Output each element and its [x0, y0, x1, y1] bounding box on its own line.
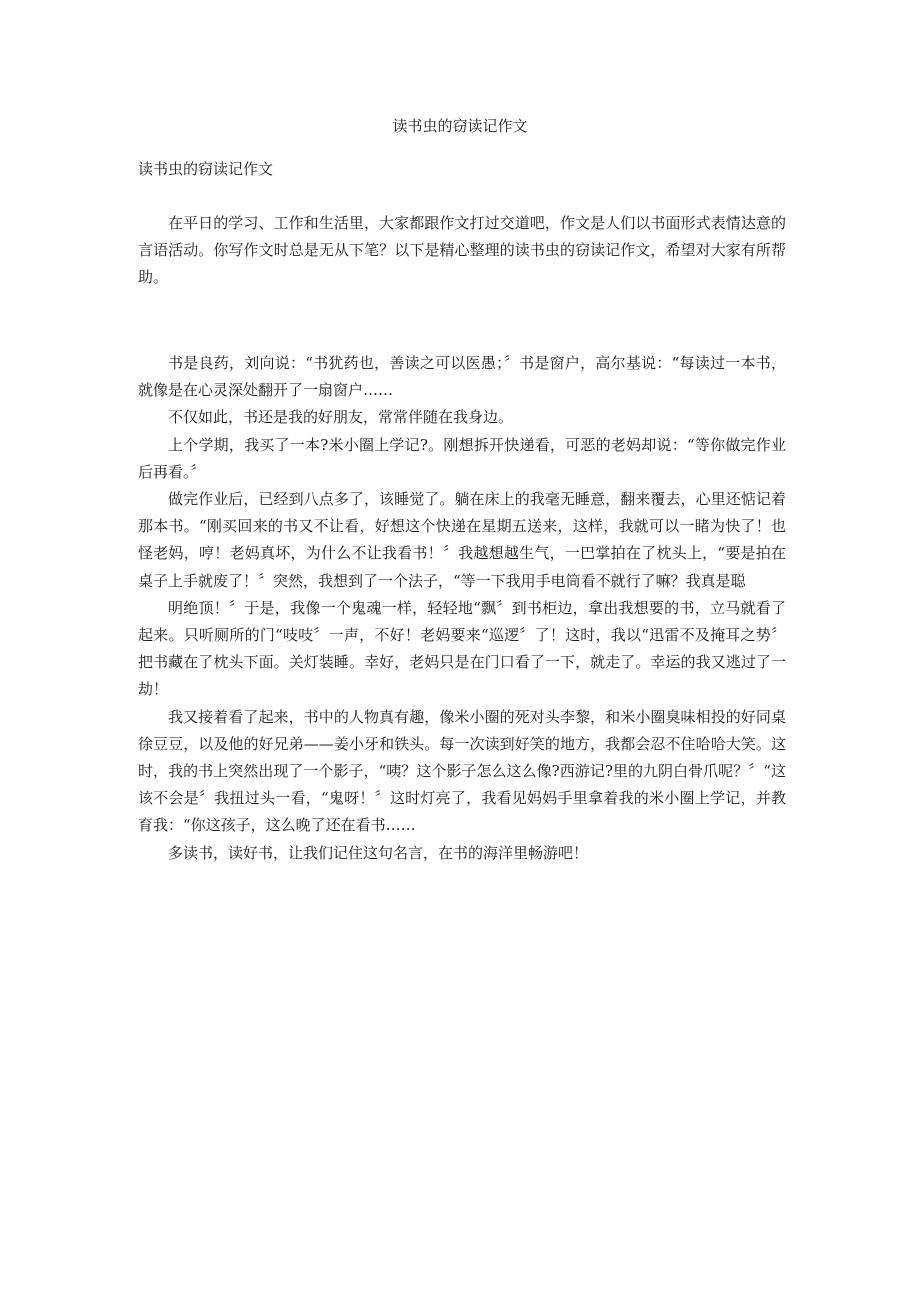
intro-paragraph: 在平日的学习、工作和生活里，大家都跟作文打过交道吧，作文是人们以书面形式表情达意的言语活动。你写作文时总是无从下笔？以下是精心整理的读书虫的窃读记作文，希望对大家有所帮助。	[138, 214, 786, 286]
body-paragraph: 上个学期，我买了一本?米小圈上学记?。刚想拆开快递看，可恶的老妈却说：“等你做完作业后再看。〞	[138, 435, 786, 481]
article-body	[138, 350, 786, 867]
body-paragraph: 我又接着看了起来，书中的人物真有趣，像米小圈的死对头李黎，和米小圈臭味相投的好同桌徐豆豆，以及他的好兄弟——姜小牙和铁头。每一次读到好笑的地方，我都会忍不住哈哈大笑。这时，我的书上突然出现了一个影子，“咦？这个影子怎么这么像?西游记?里的九阴白骨爪呢？〞“这该不会是〞我扭过头一看，“鬼呀！〞这时灯亮了，我看见妈妈手里拿着我的米小圈上学记，并教育我：“你这孩子，这么晚了还在看书……	[138, 707, 786, 835]
document-title: 读书虫的窃读记作文	[392, 117, 528, 135]
body-paragraph: 书是良药，刘向说：“书犹药也，善读之可以医愚；〞书是窗户，高尔基说：“每读过一本书，就像是在心灵深处翻开了一扇窗户……	[138, 354, 786, 400]
body-paragraph: 做完作业后，已经到八点多了，该睡觉了。躺在床上的我毫无睡意，翻来覆去，心里还惦记着那本书。“刚买回来的书又不让看，好想这个快递在星期五送来，这样，我就可以一睹为快了！也怪老妈，哼！老妈真坏，为什么不让我看书！〞我越想越生气，一巴掌拍在了枕头上，“要是拍在桌子上手就废了！〞突然，我想到了一个法子，“等一下我用手电筒看不就行了嘛？我真是聪	[138, 490, 786, 590]
document-subtitle: 读书虫的窃读记作文	[138, 160, 274, 178]
body-paragraph: 不仅如此，书还是我的好朋友，常常伴随在我身边。	[168, 408, 514, 427]
body-paragraph: 多读书，读好书，让我们记住这句名言，在书的海洋里畅游吧！	[168, 843, 589, 862]
body-paragraph: 明绝顶！〞于是，我像一个鬼魂一样，轻轻地“飘〞到书柜边，拿出我想要的书，立马就看了起来。只听厕所的门“吱吱〞一声，不好！老妈要来“巡逻〞了！这时，我以“迅雷不及掩耳之势〞把书藏在了枕头下面。关灯装睡。幸好，老妈只是在门口看了一下，就走了。幸运的我又逃过了一劫！	[138, 598, 786, 699]
